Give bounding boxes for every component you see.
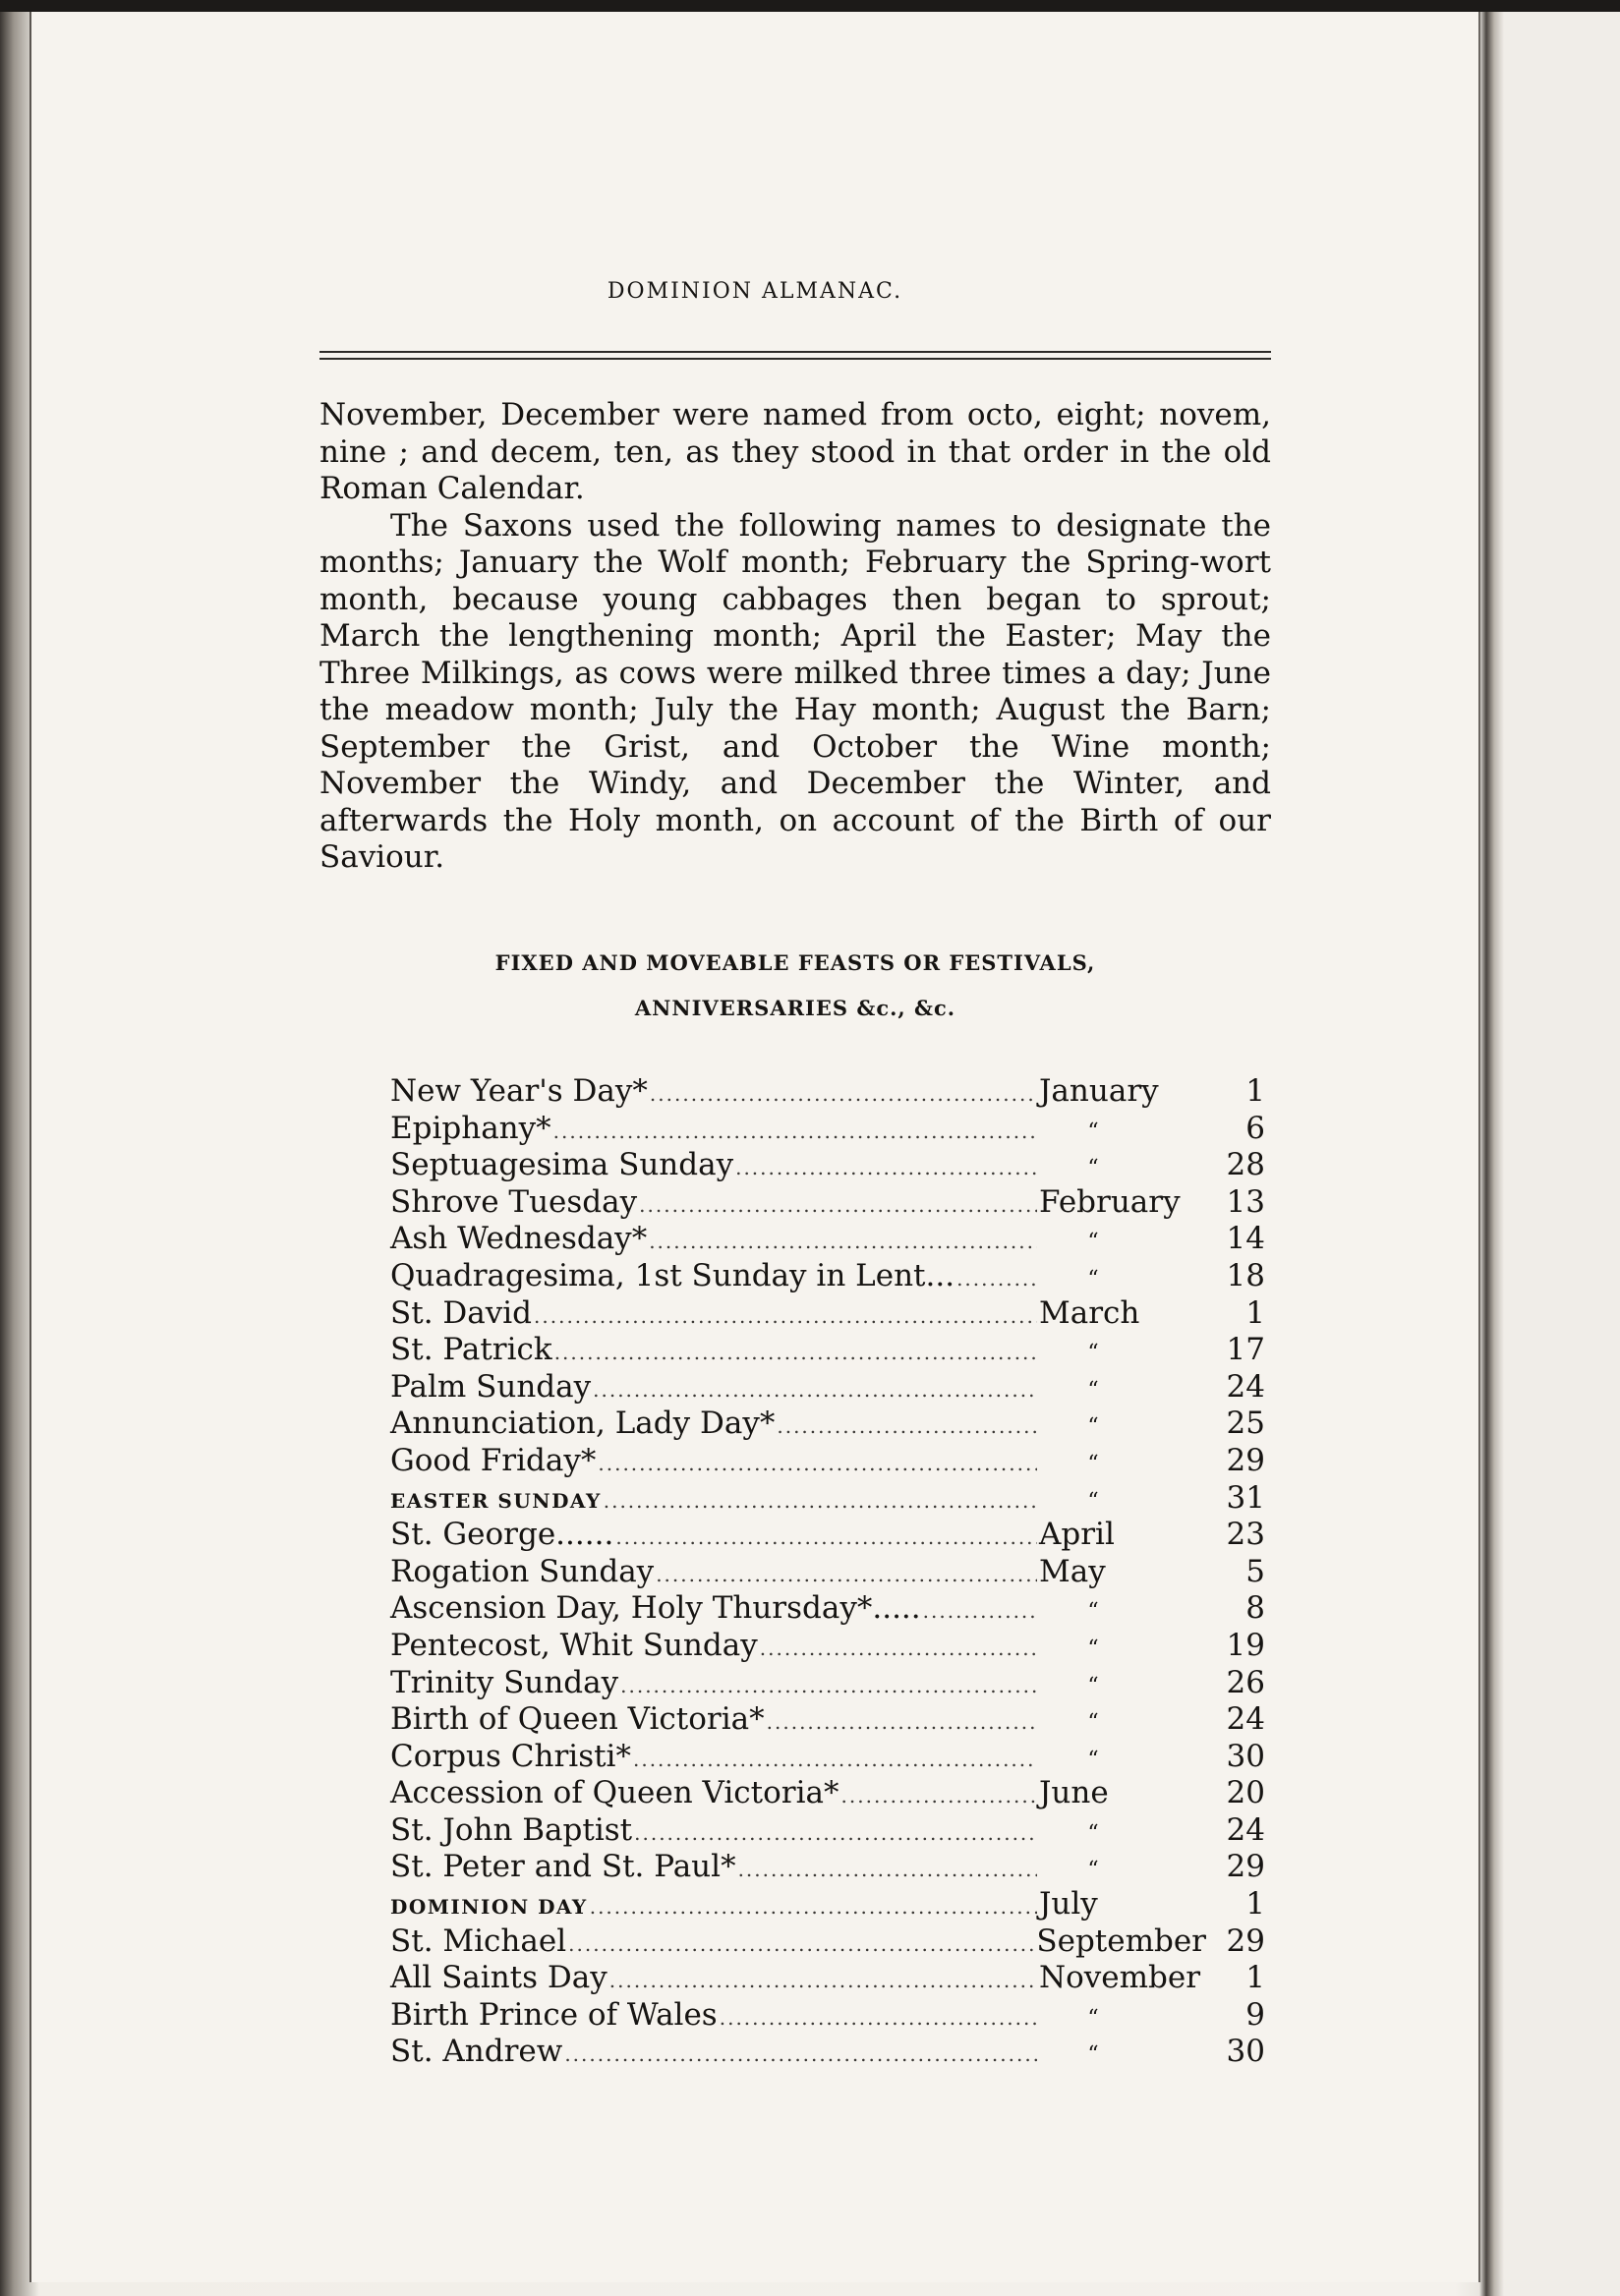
feast-row (390, 1590, 1265, 1628)
feast-month: “ (1087, 1451, 1099, 1476)
feast-month: “ (1087, 1747, 1099, 1772)
feast-day: 6 (1245, 1110, 1265, 1146)
feast-day: 19 (1226, 1627, 1265, 1663)
feast-row (390, 1184, 1265, 1222)
feast-month: “ (1087, 1266, 1099, 1292)
header-rule-bottom (319, 358, 1271, 360)
feast-month: July (1039, 1886, 1098, 1923)
feast-month: “ (1087, 1858, 1099, 1883)
feast-day: 17 (1226, 1332, 1265, 1368)
feast-month: “ (1087, 1673, 1099, 1698)
feast-month: “ (1087, 2005, 1099, 2031)
dot-leader (841, 1784, 1037, 1808)
feast-month: “ (1087, 1488, 1099, 1514)
feast-name: Birth of Queen Victoria* (390, 1701, 765, 1738)
feast-day: 18 (1226, 1257, 1265, 1293)
feast-name: Good Friday* (390, 1442, 597, 1478)
feast-name: St. Peter and St. Paul* (390, 1849, 736, 1885)
feast-month: March (1039, 1294, 1140, 1331)
almanac-page (29, 12, 1480, 2282)
feast-name: Quadragesima, 1st Sunday in Lent... (390, 1257, 955, 1293)
feast-day: 1 (1245, 1886, 1265, 1923)
feast-day: 24 (1226, 1701, 1265, 1738)
feast-row (390, 2034, 1265, 2071)
section-title-line1: FIXED AND MOVEABLE FEASTS OR FESTIVALS, (494, 950, 1096, 975)
feast-day: 1 (1245, 1960, 1265, 1996)
dot-leader (554, 1341, 1037, 1364)
feast-name: Septuagesima Sunday (390, 1147, 734, 1183)
feast-name: St. George...... (390, 1517, 614, 1553)
feast-row (390, 1332, 1265, 1369)
feast-row (390, 1406, 1265, 1443)
feast-month: “ (1087, 1710, 1099, 1736)
header-rule-top (319, 351, 1271, 353)
feasts-list (390, 1073, 1265, 2071)
feast-name: St. Patrick (390, 1332, 552, 1368)
feast-name: All Saints Day (390, 1960, 608, 1996)
feast-row (390, 1739, 1265, 1776)
feast-row (390, 1554, 1265, 1591)
feast-row (390, 1701, 1265, 1739)
dot-leader (760, 1636, 1037, 1660)
feast-row (390, 1628, 1265, 1665)
feast-day: 8 (1245, 1590, 1265, 1627)
feast-name: St. David (390, 1294, 533, 1331)
feast-row (390, 1775, 1265, 1812)
feast-name: Shrove Tuesday (390, 1183, 638, 1220)
dot-leader (650, 1082, 1037, 1106)
feast-day: 14 (1226, 1221, 1265, 1257)
feast-month: “ (1087, 1820, 1099, 1846)
feast-row (390, 1147, 1265, 1184)
feast-day: 9 (1245, 1996, 1265, 2033)
feast-day: 28 (1226, 1147, 1265, 1183)
dot-leader (738, 1858, 1037, 1881)
feast-month: November (1039, 1960, 1201, 1996)
feast-name: EASTER SUNDAY (390, 1488, 602, 1513)
feast-month: “ (1087, 1341, 1099, 1366)
dot-leader (639, 1193, 1037, 1217)
dot-leader (568, 1932, 1034, 1956)
dot-leader (633, 1748, 1037, 1771)
feast-row (390, 1443, 1265, 1480)
feast-name: St. Andrew (390, 2034, 563, 2070)
feast-name: Annunciation, Lady Day* (390, 1406, 776, 1442)
feast-month: June (1039, 1775, 1109, 1811)
dot-leader (735, 1156, 1037, 1179)
feast-day: 1 (1245, 1073, 1265, 1109)
dot-leader (553, 1119, 1037, 1143)
dot-leader (634, 1821, 1037, 1845)
feast-month: September (1036, 1923, 1206, 1959)
dot-leader (720, 2006, 1037, 2030)
dot-leader (923, 1599, 1037, 1623)
feast-name: Epiphany* (390, 1110, 551, 1146)
feast-row (390, 1997, 1265, 2035)
feast-name: Corpus Christi* (390, 1738, 631, 1774)
feast-name: St. John Baptist (390, 1811, 633, 1848)
scan-top-edge (0, 0, 1620, 12)
feast-name: Pentecost, Whit Sunday (390, 1627, 758, 1663)
section-title-line2: ANNIVERSARIES &c., &c. (634, 996, 956, 1020)
dot-leader (777, 1414, 1037, 1438)
dot-leader (590, 1895, 1037, 1919)
feast-row (390, 1111, 1265, 1148)
dot-leader (593, 1378, 1037, 1402)
feast-month: “ (1087, 1636, 1099, 1661)
feast-month: “ (1087, 1414, 1099, 1440)
feast-row (390, 1480, 1265, 1518)
feast-month: April (1039, 1517, 1115, 1553)
feast-row (390, 1665, 1265, 1702)
feast-day: 31 (1226, 1479, 1265, 1516)
feast-row (390, 1295, 1265, 1333)
feast-day: 24 (1226, 1811, 1265, 1848)
body-text (319, 397, 1271, 877)
feast-month: “ (1087, 1599, 1099, 1625)
feast-month: “ (1087, 2042, 1099, 2068)
feast-day: 30 (1226, 1738, 1265, 1774)
dot-leader (656, 1563, 1037, 1586)
feast-month: “ (1087, 1156, 1099, 1181)
feast-row (390, 1073, 1265, 1111)
feast-month: May (1039, 1553, 1106, 1589)
dot-leader (534, 1304, 1037, 1328)
dot-leader (604, 1489, 1037, 1513)
feast-day: 29 (1226, 1442, 1265, 1478)
feast-day: 5 (1245, 1553, 1265, 1589)
feast-day: 26 (1226, 1664, 1265, 1700)
paragraph-roman-months: November, December were named from octo, eight; novem, nine ; and decem, ten, as they stood in that order in the old Roman Calendar. (319, 397, 1271, 506)
feast-day: 20 (1226, 1775, 1265, 1811)
feast-row (390, 1960, 1265, 1997)
feast-name: Birth Prince of Wales (390, 1996, 718, 2033)
feast-row (390, 1221, 1265, 1258)
dot-leader (609, 1969, 1037, 1992)
feast-day: 1 (1245, 1294, 1265, 1331)
dot-leader (767, 1710, 1037, 1734)
feast-row (390, 1886, 1265, 1923)
feast-month: February (1039, 1183, 1181, 1220)
feast-day: 25 (1226, 1406, 1265, 1442)
feast-day: 29 (1226, 1849, 1265, 1885)
feast-row (390, 1369, 1265, 1406)
feast-name: Ash Wednesday* (390, 1221, 648, 1257)
feast-name: DOMINION DAY (390, 1895, 588, 1920)
feast-row (390, 1812, 1265, 1850)
running-header: DOMINION ALMANAC. (607, 279, 903, 304)
dot-leader (564, 2042, 1037, 2066)
feast-name: Ascension Day, Holy Thursday*..... (390, 1590, 921, 1627)
feast-day: 13 (1226, 1183, 1265, 1220)
feast-row (390, 1923, 1265, 1961)
dot-leader (615, 1525, 1037, 1549)
feast-day: 30 (1226, 2034, 1265, 2070)
feast-name: Palm Sunday (390, 1368, 592, 1405)
feast-month: “ (1087, 1230, 1099, 1255)
feast-name: Trinity Sunday (390, 1664, 619, 1700)
feast-month: “ (1087, 1119, 1099, 1144)
dot-leader (620, 1674, 1037, 1697)
dot-leader (956, 1267, 1037, 1291)
feast-name: St. Michael (390, 1923, 567, 1959)
paragraph-saxon-months: The Saxons used the following names to designate the months; January the Wolf month; February the Spring-wort month, because young cabbages then began to sprout; March the lengthening month; April the Easter; May the Three Milkings, as cows were milked three times a day; June the meadow month; July the Hay month; August the Barn; September the Grist, and October the Wine month; November the Windy, and December the Winter, and afterwards the Holy month, on account of the Birth of our Saviour. (319, 507, 1271, 875)
feast-row (390, 1849, 1265, 1886)
feast-month: January (1039, 1073, 1159, 1109)
feast-day: 24 (1226, 1368, 1265, 1405)
dot-leader (649, 1230, 1037, 1253)
feast-name: Rogation Sunday (390, 1553, 655, 1589)
feast-day: 29 (1226, 1923, 1265, 1959)
dot-leader (598, 1452, 1037, 1475)
feast-row (390, 1258, 1265, 1295)
feast-month: “ (1087, 1377, 1099, 1403)
feast-row (390, 1517, 1265, 1554)
feast-name: New Year's Day* (390, 1073, 648, 1109)
feast-day: 23 (1226, 1517, 1265, 1553)
feast-name: Accession of Queen Victoria* (390, 1775, 839, 1811)
